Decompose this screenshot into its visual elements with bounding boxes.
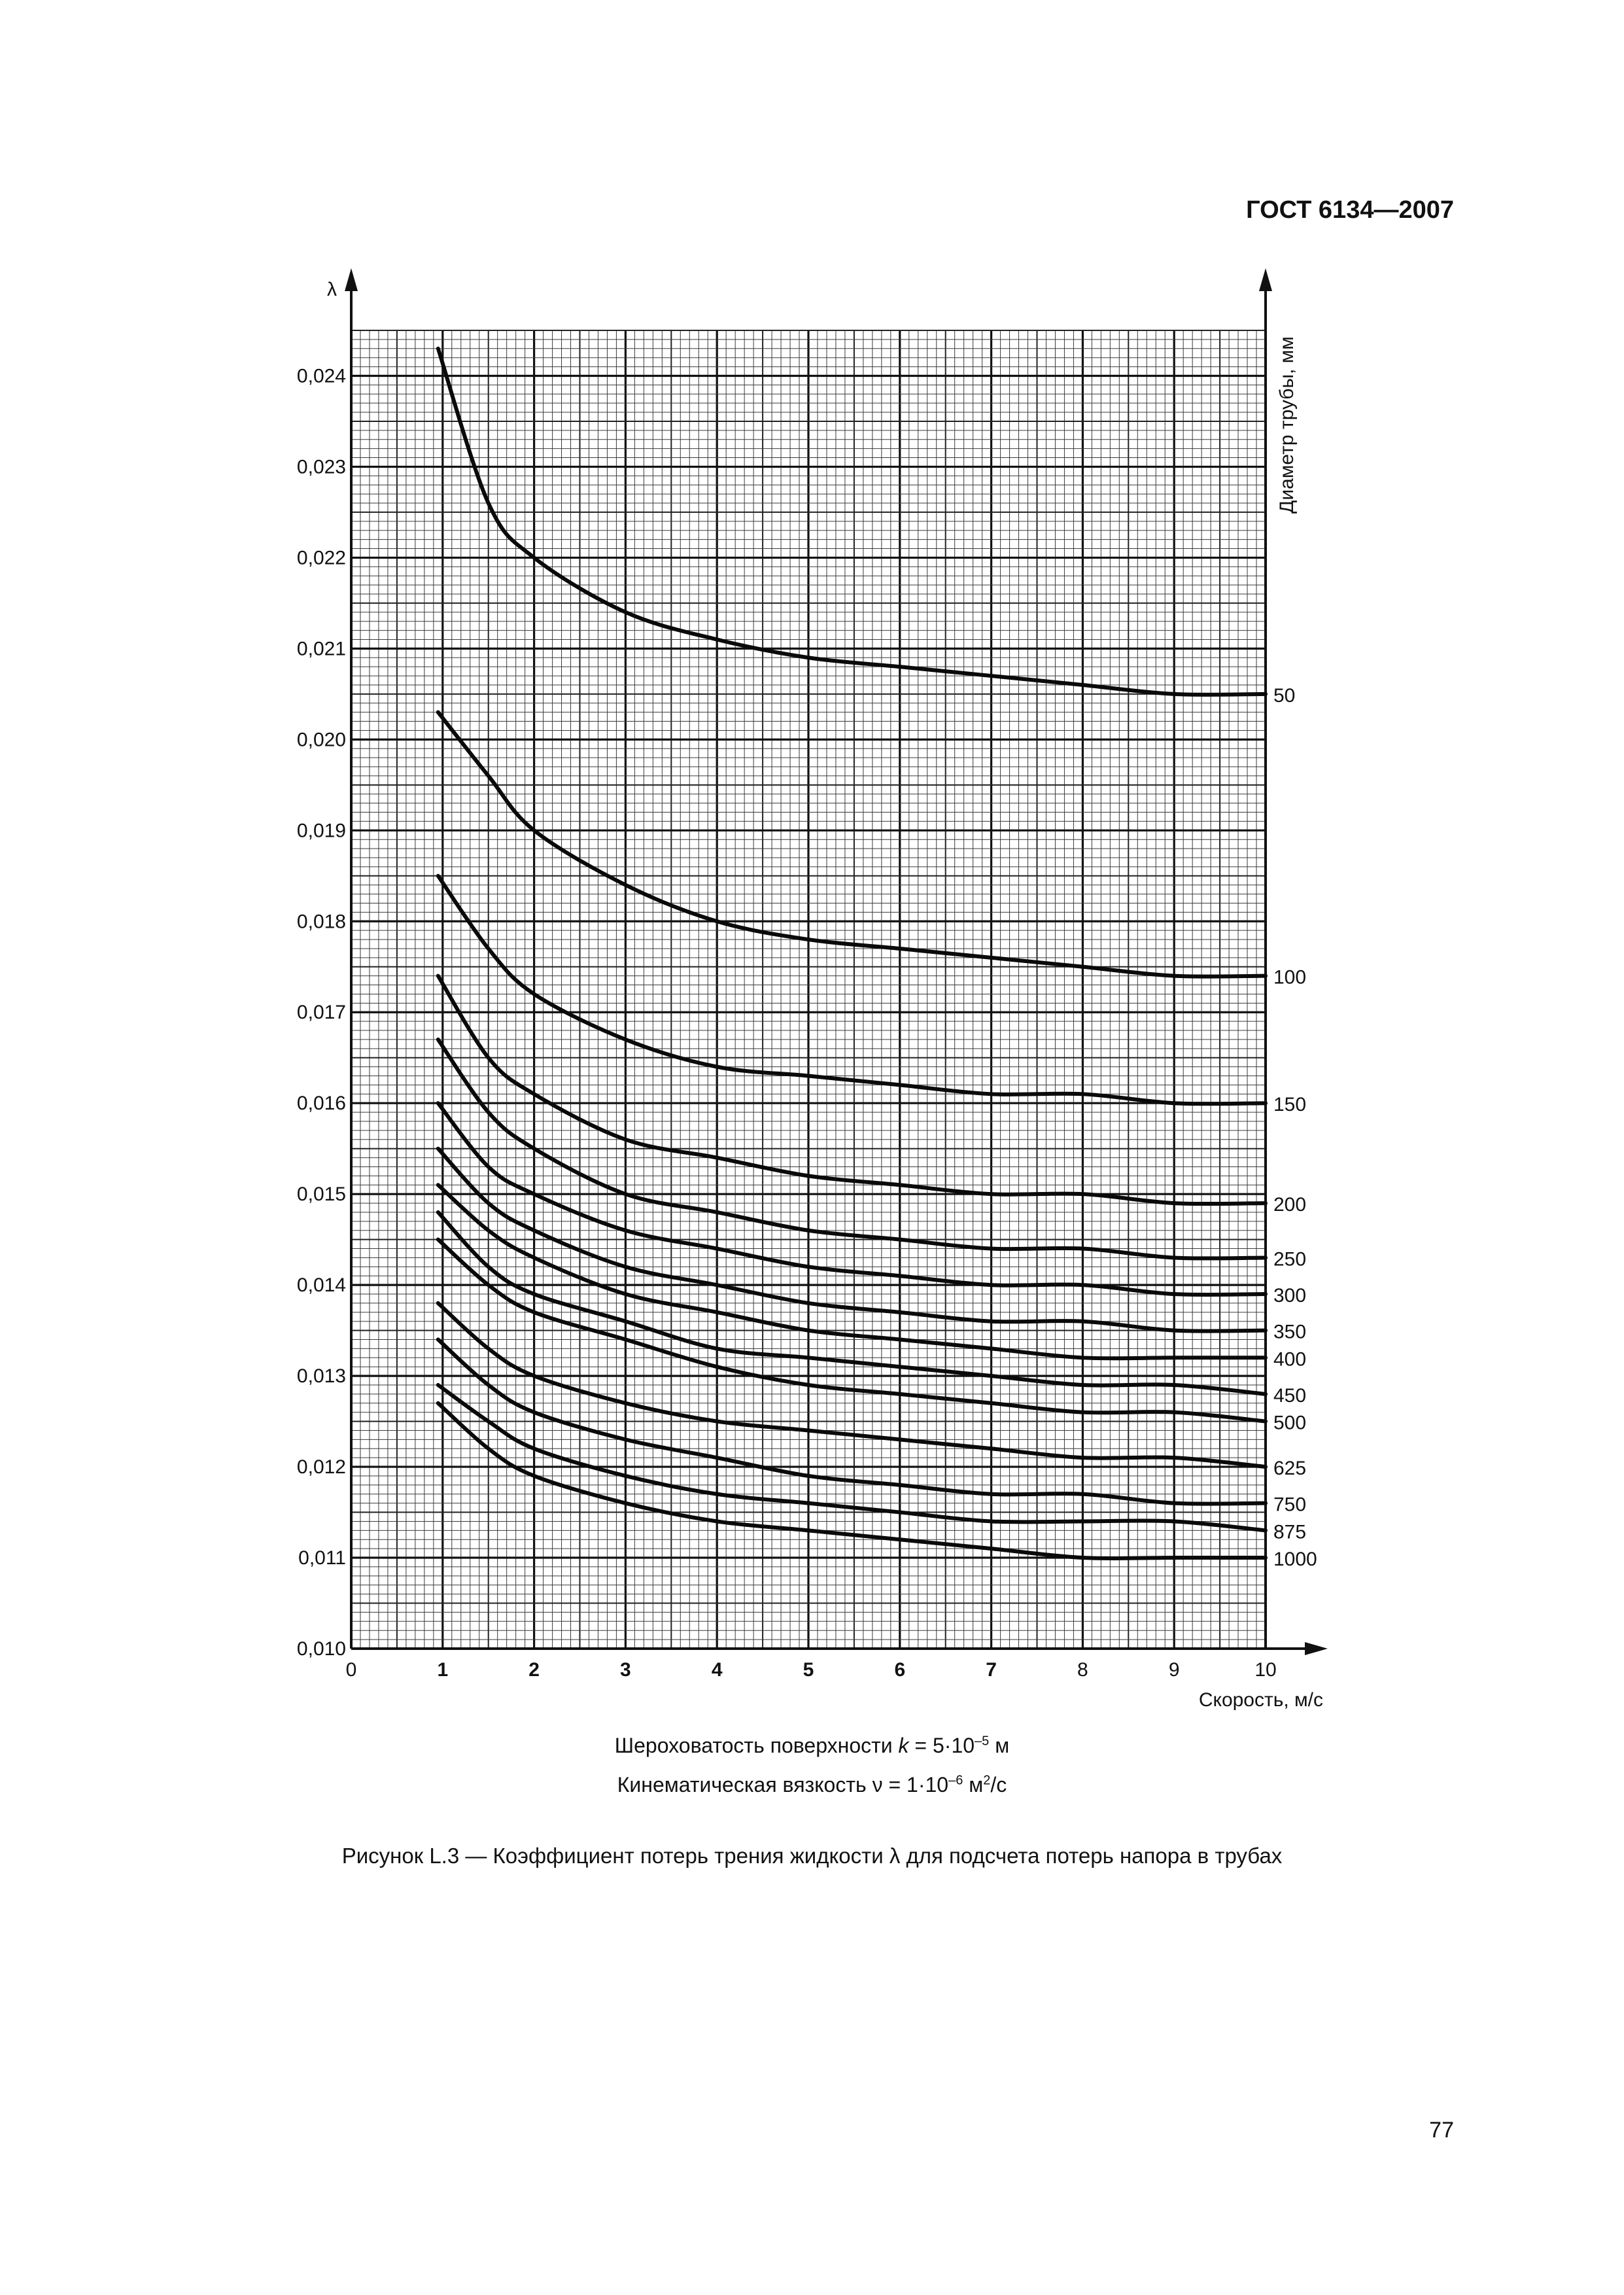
viscosity-unit-tail: /с: [990, 1773, 1007, 1796]
series-label-625: 625: [1273, 1458, 1307, 1480]
series-label-150: 150: [1273, 1094, 1307, 1116]
series-label-400: 400: [1273, 1348, 1307, 1371]
x-axis-title: Скорость, м/с: [1198, 1689, 1323, 1711]
viscosity-value: = 1·10: [888, 1773, 949, 1796]
x-tick-label: 10: [1254, 1659, 1277, 1681]
roughness-symbol: k: [898, 1734, 909, 1757]
series-label-500: 500: [1273, 1412, 1307, 1434]
right-axis-arrow: [1259, 268, 1272, 291]
series-curve-50: [438, 349, 1266, 695]
series-label-250: 250: [1273, 1248, 1307, 1270]
figure-caption: Рисунок L.3 — Коэффициент потерь трения жидкости λ для подсчета потерь напора в трубах: [341, 1844, 1283, 1868]
y-axis-title: λ: [327, 279, 337, 300]
viscosity-exponent: –6: [948, 1773, 963, 1788]
series-label-50: 50: [1273, 684, 1296, 707]
roughness-unit: м: [989, 1734, 1010, 1757]
document-id: ГОСТ 6134—2007: [1246, 196, 1454, 224]
viscosity-unit-exponent: 2: [983, 1773, 991, 1788]
x-tick-label: 5: [803, 1659, 814, 1681]
y-tick-label: 0,010: [296, 1638, 346, 1660]
y-tick-label: 0,020: [296, 729, 346, 751]
viscosity-symbol: ν: [872, 1773, 883, 1796]
series-label-300: 300: [1273, 1285, 1307, 1307]
series-label-450: 450: [1273, 1384, 1307, 1407]
page-number: 77: [1429, 2118, 1454, 2143]
y-tick-label: 0,021: [296, 638, 346, 660]
roughness-prefix: Шероховатость поверхности: [614, 1734, 893, 1757]
y-tick-label: 0,012: [296, 1456, 346, 1479]
series-label-875: 875: [1273, 1521, 1307, 1543]
viscosity-note: [0, 1773, 1624, 1797]
y-tick-label: 0,016: [296, 1093, 346, 1115]
series-curve-150: [438, 876, 1266, 1104]
x-tick-label: 4: [711, 1659, 723, 1681]
right-axis-title: Диаметр трубы, мм: [1276, 336, 1298, 514]
y-tick-label: 0,013: [296, 1365, 346, 1388]
y-tick-label: 0,018: [296, 911, 346, 933]
y-tick-label: 0,022: [296, 547, 346, 569]
x-axis-arrow: [1305, 1642, 1328, 1655]
x-tick-label: 8: [1077, 1659, 1088, 1681]
y-tick-label: 0,014: [296, 1274, 346, 1297]
series-label-1000: 1000: [1273, 1549, 1317, 1571]
y-axis-arrow: [345, 268, 358, 291]
roughness-note: [0, 1734, 1624, 1758]
viscosity-prefix: Кинематическая вязкость: [617, 1773, 867, 1796]
x-tick-label: 6: [894, 1659, 906, 1681]
y-tick-label: 0,017: [296, 1002, 346, 1024]
y-tick-label: 0,019: [296, 820, 346, 842]
series-label-350: 350: [1273, 1321, 1307, 1343]
y-tick-label: 0,015: [296, 1183, 346, 1206]
series-curve-100: [438, 712, 1266, 977]
roughness-value: = 5·10: [914, 1734, 975, 1757]
viscosity-unit: м: [963, 1773, 984, 1796]
x-tick-label: 1: [437, 1659, 449, 1681]
roughness-exponent: –5: [975, 1734, 990, 1749]
y-tick-label: 0,023: [296, 456, 346, 478]
y-tick-label: 0,024: [296, 365, 346, 387]
x-tick-label: 2: [528, 1659, 540, 1681]
series-label-750: 750: [1273, 1494, 1307, 1516]
series-label-200: 200: [1273, 1194, 1307, 1216]
x-tick-label: 7: [986, 1659, 997, 1681]
x-tick-label: 0: [345, 1659, 357, 1681]
chart-axes: [345, 268, 1328, 1655]
x-tick-label: 9: [1168, 1659, 1180, 1681]
y-tick-label: 0,011: [298, 1547, 346, 1569]
x-tick-label: 3: [620, 1659, 631, 1681]
series-label-100: 100: [1273, 966, 1307, 989]
